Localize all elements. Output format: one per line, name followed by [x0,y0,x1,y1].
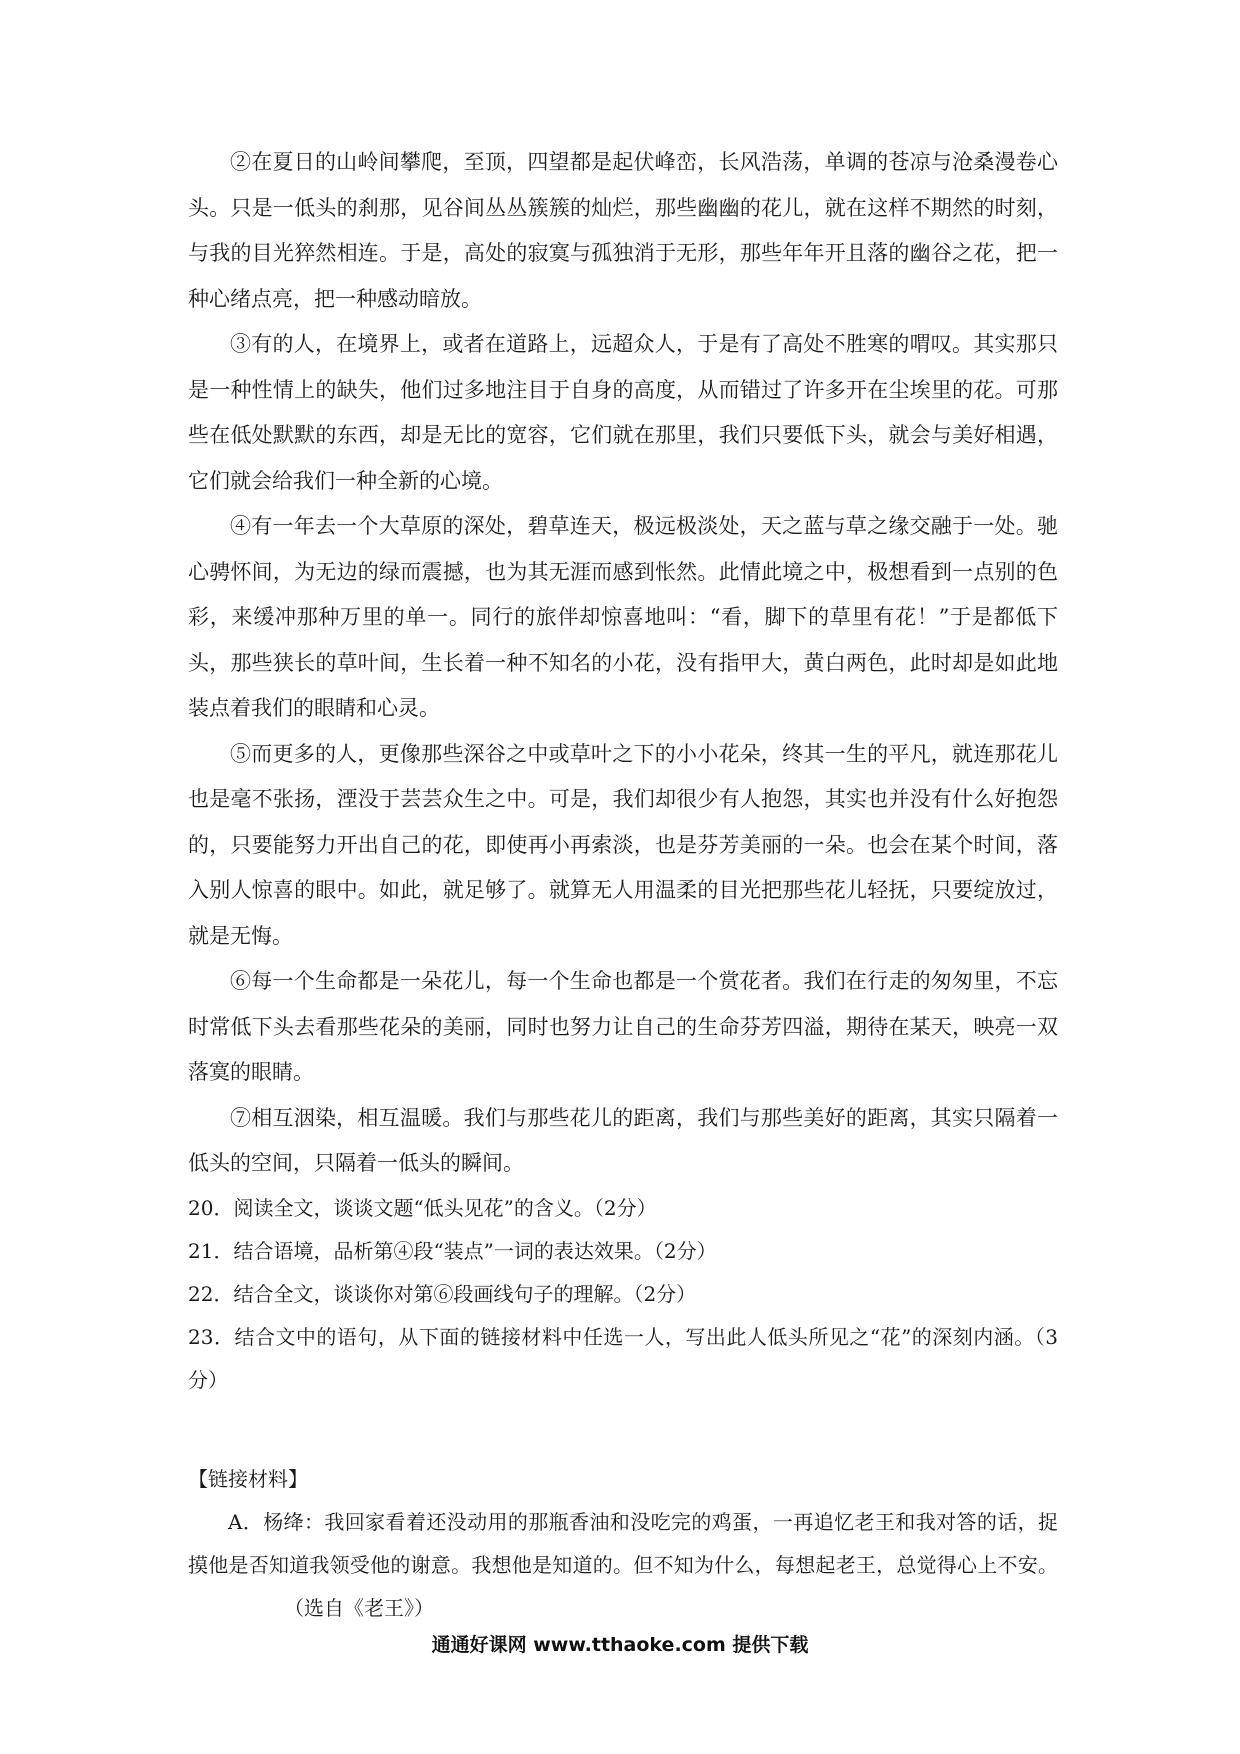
question-20: 20．阅读全文，谈谈文题“低头见花”的含义。（2分） [188,1195,657,1220]
paragraph-3: ③有的人，在境界上，或者在道路上，远超众人，于是有了高处不胜寒的喟叹。其实那只是一种性情上的缺失，他们过多地注目于自身的高度，从而错过了许多开在尘埃里的花。可那些在低处默默的东西，却是无比的宽容，它们就在那里，我们只要低下头，就会与美好相遇，它们就会给我们一种全新的心境。 [188,332,1058,493]
document-body [188,140,1058,1630]
footer-credit: 通通好课网 www.tthaoke.com 提供下载 [431,1634,809,1656]
question-21: 21．结合语境，品析第④段“装点”一词的表达效果。（2分） [188,1238,717,1263]
paragraph-2: ②在夏日的山岭间攀爬，至顶，四望都是起伏峰峦，长风浩荡，单调的苍凉与沧桑漫卷心头。只是一低头的刹那，见谷间丛丛簇簇的灿烂，那些幽幽的花儿，就在这样不期然的时刻，与我的目光猝然相连。于是，高处的寂寞与孤独消于无形，那些年年开且落的幽谷之花，把一种心绪点亮，把一种感动暗放。 [188,150,1058,311]
link-material-body: A．杨绛：我回家看着还没动用的那瓶香油和没吃完的鸡蛋，一再追忆老王和我对答的话，捉摸他是否知道我领受他的谢意。我想他是知道的。但不知为什么，每想起老王，总觉得心上不安。 [188,1509,1058,1577]
paragraph-7: ⑦相互洇染，相互温暖。我们与那些花儿的距离，我们与那些美好的距离，其实只隔着一低头的空间，只隔着一低头的瞬间。 [188,1105,1058,1175]
question-23: 23．结合文中的语句，从下面的链接材料中任选一人，写出此人低头所见之“花”的深刻内涵。（3分） [188,1324,1058,1392]
link-material-text [188,1501,1058,1630]
paragraph-6: ⑥每一个生命都是一朵花儿，每一个生命也都是一个赏花者。我们在行走的匆匆里，不忘时常低下头去看那些花朵的美丽，同时也努力让自己的生命芬芳四溢，期待在某天，映亮一双落寞的眼睛。 [188,969,1058,1084]
paragraph-4: ④有一年去一个大草原的深处，碧草连天，极远极淡处，天之蓝与草之缘交融于一处。驰心骋怀间，为无边的绿而震撼，也为其无涯而感到怅然。此情此境之中，极想看到一点别的色彩，来缓冲那种万里的单一。同行的旅伴却惊喜地叫：“看，脚下的草里有花！”于是都低下头，那些狭长的草叶间，生长着一种不知名的小花，没有指甲大，黄白两色，此时却是如此地装点着我们的眼睛和心灵。 [188,514,1058,720]
section-gap [188,1402,1058,1458]
question-22: 22．结合全文，谈谈你对第⑥段画线句子的理解。（2分） [188,1281,697,1306]
link-material-source: （选自《老王》） [284,1595,434,1620]
link-material-title: 【链接材料】 [188,1466,308,1491]
paragraph-5: ⑤而更多的人，更像那些深谷之中或草叶之下的小小花朵，终其一生的平凡，就连那花儿也是毫不张扬，湮没于芸芸众生之中。可是，我们却很少有人抱怨，其实也并没有什么好抱怨的，只要能努力开出自己的花，即使再小再索淡，也是芬芳美丽的一朵。也会在某个时间，落入别人惊喜的眼中。如此，就足够了。就算无人用温柔的目光把那些花儿轻抚，只要绽放过，就是无悔。 [188,741,1058,948]
